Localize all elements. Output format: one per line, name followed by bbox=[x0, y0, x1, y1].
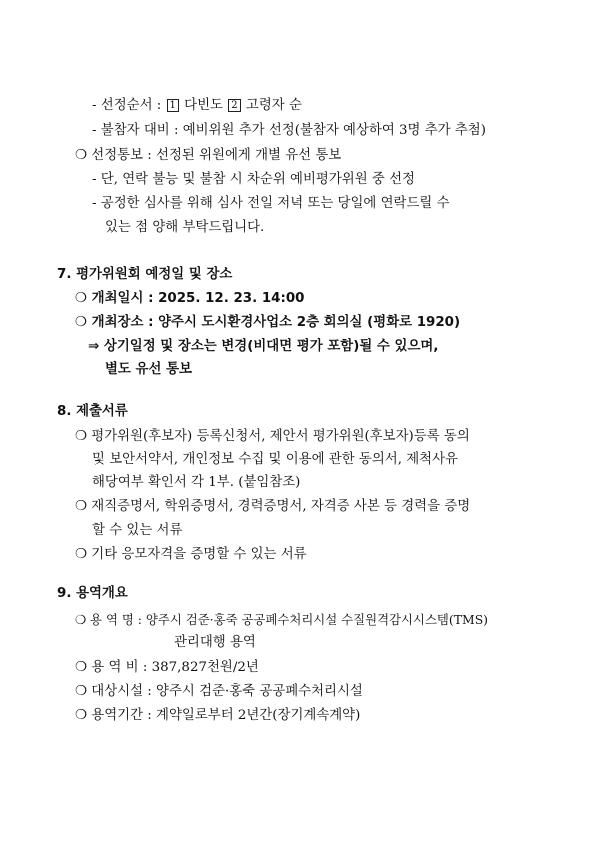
number-box-1: 1 bbox=[167, 99, 179, 112]
docs-line-5: 할 수 있는 서류 bbox=[92, 523, 183, 538]
docs-line-2: 및 보안서약서, 개인정보 수집 및 이용에 관한 동의서, 제척사유 bbox=[92, 452, 458, 467]
section-7-title: 7. 평가위원회 예정일 및 장소 bbox=[57, 267, 233, 282]
service-cost-line: ❍ 용 역 비 : 387,827천원/2년 bbox=[75, 660, 259, 675]
contact-line-2: 있는 점 양해 부탁드립니다. bbox=[105, 220, 265, 235]
selection-notice-line: ❍ 선정통보 : 선정된 위원에게 개별 유선 통보 bbox=[75, 148, 342, 163]
section-8-title: 8. 제출서류 bbox=[57, 404, 128, 419]
service-name-line: ❍ 용 역 명 : 양주시 검준·홍죽 공공폐수처리시설 수질원격감시시스템(TMS) bbox=[75, 612, 489, 627]
docs-line-1: ❍ 평가위원(후보자) 등록신청서, 제안서 평가위원(후보자)등록 동의 bbox=[75, 429, 470, 444]
docs-line-3: 해당여부 확인서 각 1부. (붙임참조) bbox=[92, 475, 301, 490]
fallback-line: - 단, 연락 불능 및 불참 시 차순위 예비평가위원 중 선정 bbox=[92, 172, 415, 187]
meeting-place: ❍ 개최장소 : 양주시 도시환경사업소 2층 회의실 (평화로 1920) bbox=[75, 315, 461, 330]
service-name-line-2: 관리대행 용역 bbox=[174, 635, 256, 650]
service-period-line: ❍ 용역기간 : 계약일로부터 2년간(장기계속계약) bbox=[75, 708, 361, 723]
number-box-2: 2 bbox=[228, 99, 240, 112]
selection-order-text-2: 고령자 순 bbox=[241, 98, 302, 113]
change-notice-2: 별도 유선 통보 bbox=[105, 362, 192, 377]
docs-line-6: ❍ 기타 응모자격을 증명할 수 있는 서류 bbox=[75, 547, 307, 562]
target-facility-line: ❍ 대상시설 : 양주시 검준·홍죽 공공폐수처리시설 bbox=[75, 684, 363, 699]
docs-line-4: ❍ 재직증명서, 학위증명서, 경력증명서, 자격증 사본 등 경력을 증명 bbox=[75, 499, 471, 514]
change-notice-1: ⇒ 상기일정 및 장소는 변경(비대면 평가 포함)될 수 있으며, bbox=[88, 339, 439, 354]
selection-order-text-1: 다빈도 bbox=[179, 98, 228, 113]
meeting-datetime: ❍ 개최일시 : 2025. 12. 23. 14:00 bbox=[75, 291, 305, 306]
selection-order-line bbox=[92, 97, 302, 115]
selection-order-label: - 선정순서 : bbox=[92, 98, 166, 113]
section-9-title: 9. 용역개요 bbox=[57, 586, 128, 601]
absentee-line: - 불참자 대비 : 예비위원 추가 선정(불참자 예상하여 3명 추가 추첨) bbox=[92, 123, 486, 138]
contact-line-1: - 공정한 심사를 위해 심사 전일 저녁 또는 당일에 연락드릴 수 bbox=[92, 196, 450, 211]
